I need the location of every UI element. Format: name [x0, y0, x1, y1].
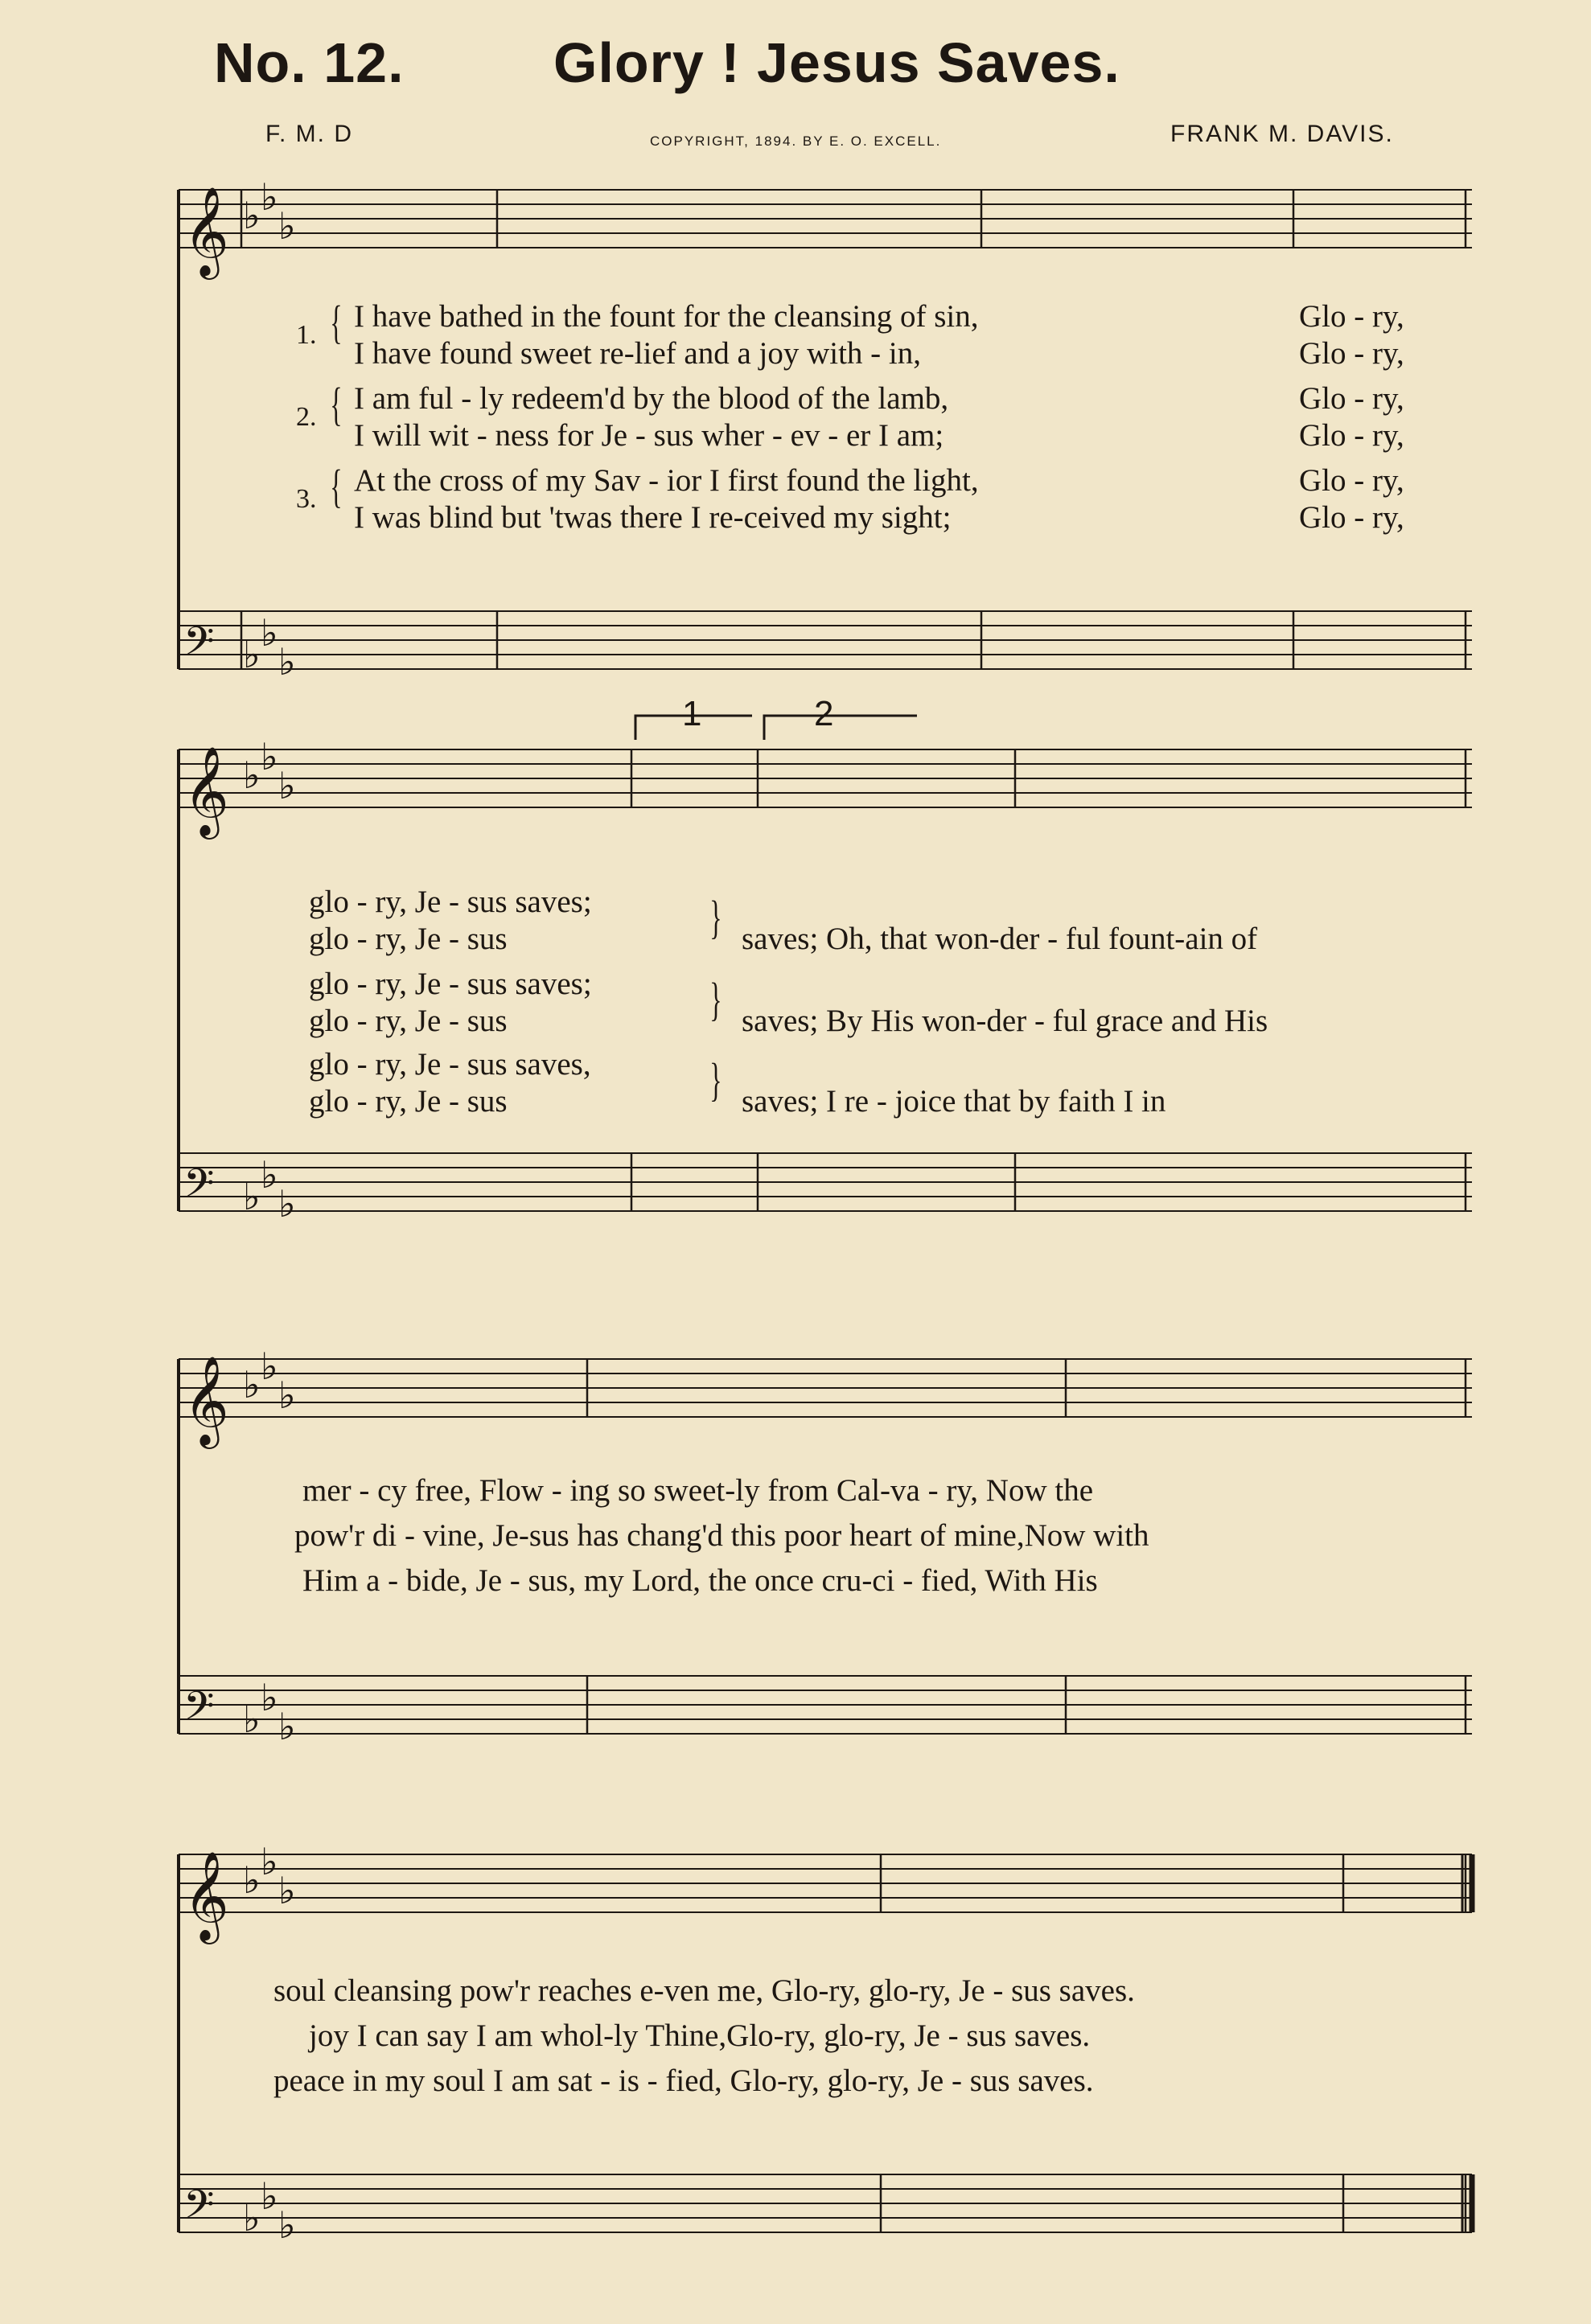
lyric-line-2-5: glo - ry, Je - sus saves,: [309, 1047, 591, 1082]
svg-text:♭: ♭: [261, 1676, 278, 1719]
lyric-line-2-2: glo - ry, Je - sus: [309, 922, 508, 956]
lyric-line-1-4: I will wit - ness for Je - sus wher - ev - er I am;: [354, 418, 944, 453]
svg-text:♭: ♭: [243, 2196, 261, 2240]
lyric-line-4-1: soul cleansing pow'r reaches e-ven me, Glo-ry, glo-ry, Je - sus saves.: [273, 1973, 1135, 2008]
svg-text:♭: ♭: [278, 1373, 296, 1417]
lyric-line-2-3: glo - ry, Je - sus saves;: [309, 967, 592, 1001]
lyric-line-2-right-3: saves; I re - joice that by faith I in: [742, 1084, 1166, 1119]
refrain-word: Glo - ry,: [1299, 381, 1404, 416]
lyric-line-4-2: joy I can say I am whol-ly Thine,Glo-ry, glo-ry, Je - sus saves.: [309, 2018, 1091, 2053]
svg-text:♭: ♭: [261, 611, 278, 655]
refrain-word: Glo - ry,: [1299, 418, 1404, 453]
svg-text:♭: ♭: [243, 194, 261, 237]
lyric-line-2-right-1: saves; Oh, that won-der - ful fount-ain of: [742, 922, 1258, 956]
lyric-line-2-right-2: saves; By His won-der - ful grace and His: [742, 1004, 1268, 1038]
svg-text:♭: ♭: [261, 735, 278, 778]
lyric-line-2-1: glo - ry, Je - sus saves;: [309, 885, 592, 919]
lyric-line-2-4: glo - ry, Je - sus: [309, 1004, 508, 1038]
svg-text:𝄞: 𝄞: [183, 1850, 229, 1940]
lyric-line-1-5: At the cross of my Sav - ior I first found the light,: [354, 463, 979, 498]
svg-text:♭: ♭: [261, 1840, 278, 1883]
verse-brace: }: [709, 973, 722, 1025]
svg-text:♭: ♭: [278, 204, 296, 248]
verse-number-1: 1.: [296, 320, 317, 350]
svg-text:♭: ♭: [261, 2174, 278, 2218]
copyright-notice: COPYRIGHT, 1894. BY E. O. EXCELL.: [650, 133, 942, 149]
svg-text:♭: ♭: [243, 1698, 261, 1741]
svg-text:𝄞: 𝄞: [183, 1355, 229, 1445]
svg-text:𝄞: 𝄞: [183, 186, 229, 276]
hymn-title: Glory ! Jesus Saves.: [553, 31, 1120, 94]
lyric-line-2-6: glo - ry, Je - sus: [309, 1084, 508, 1119]
verse-number-3: 3.: [296, 484, 317, 514]
hymn-number: No. 12.: [214, 31, 405, 94]
svg-text:♭: ♭: [261, 175, 278, 219]
svg-text:♭: ♭: [278, 1705, 296, 1748]
refrain-word: Glo - ry,: [1299, 299, 1404, 334]
lyric-line-3-2: pow'r di - vine, Je-sus has chang'd this poor heart of mine,Now with: [294, 1518, 1149, 1553]
svg-text:♭: ♭: [261, 1345, 278, 1388]
svg-text:𝄢: 𝄢: [183, 2182, 215, 2238]
verse-brace: }: [709, 1053, 722, 1106]
svg-text:♭: ♭: [261, 1153, 278, 1197]
svg-text:𝄞: 𝄞: [183, 745, 229, 836]
lyric-line-3-3: Him a - bide, Je - sus, my Lord, the once cru-ci - fied, With His: [302, 1563, 1098, 1598]
svg-text:♭: ♭: [243, 1175, 261, 1218]
verse-brace: }: [709, 891, 722, 943]
svg-text:♭: ♭: [278, 2203, 296, 2247]
verse-brace: {: [330, 296, 343, 348]
svg-text:♭: ♭: [243, 633, 261, 676]
svg-text:♭: ♭: [243, 1858, 261, 1902]
verse-brace: {: [330, 378, 343, 430]
svg-text:♭: ♭: [278, 640, 296, 684]
verse-brace: {: [330, 460, 343, 512]
words-credit: F. M. D: [265, 121, 353, 147]
refrain-word: Glo - ry,: [1299, 500, 1404, 535]
svg-text:𝄢: 𝄢: [183, 1683, 215, 1739]
svg-text:♭: ♭: [278, 764, 296, 807]
first-ending-label: 1: [682, 694, 702, 733]
lyric-line-1-6: I was blind but 'twas there I re-ceived my sight;: [354, 500, 952, 535]
refrain-word: Glo - ry,: [1299, 336, 1404, 371]
refrain-word: Glo - ry,: [1299, 463, 1404, 498]
second-ending-label: 2: [814, 694, 834, 733]
svg-text:♭: ♭: [278, 1182, 296, 1226]
lyric-line-1-1: I have bathed in the fount for the cleansing of sin,: [354, 299, 979, 334]
svg-text:𝄢: 𝄢: [183, 618, 215, 675]
verse-number-2: 2.: [296, 402, 317, 432]
lyric-line-1-2: I have found sweet re-lief and a joy with - in,: [354, 336, 922, 371]
music-credit: FRANK M. DAVIS.: [1170, 121, 1394, 147]
svg-text:♭: ♭: [243, 1363, 261, 1406]
svg-text:♭: ♭: [278, 1869, 296, 1912]
svg-text:𝄢: 𝄢: [183, 1160, 215, 1217]
svg-text:♭: ♭: [243, 753, 261, 797]
lyric-line-4-3: peace in my soul I am sat - is - fied, Glo-ry, glo-ry, Je - sus saves.: [273, 2063, 1094, 2098]
lyric-line-3-1: mer - cy free, Flow - ing so sweet-ly from Cal-va - ry, Now the: [302, 1473, 1094, 1508]
lyric-line-1-3: I am ful - ly redeem'd by the blood of the lamb,: [354, 381, 949, 416]
